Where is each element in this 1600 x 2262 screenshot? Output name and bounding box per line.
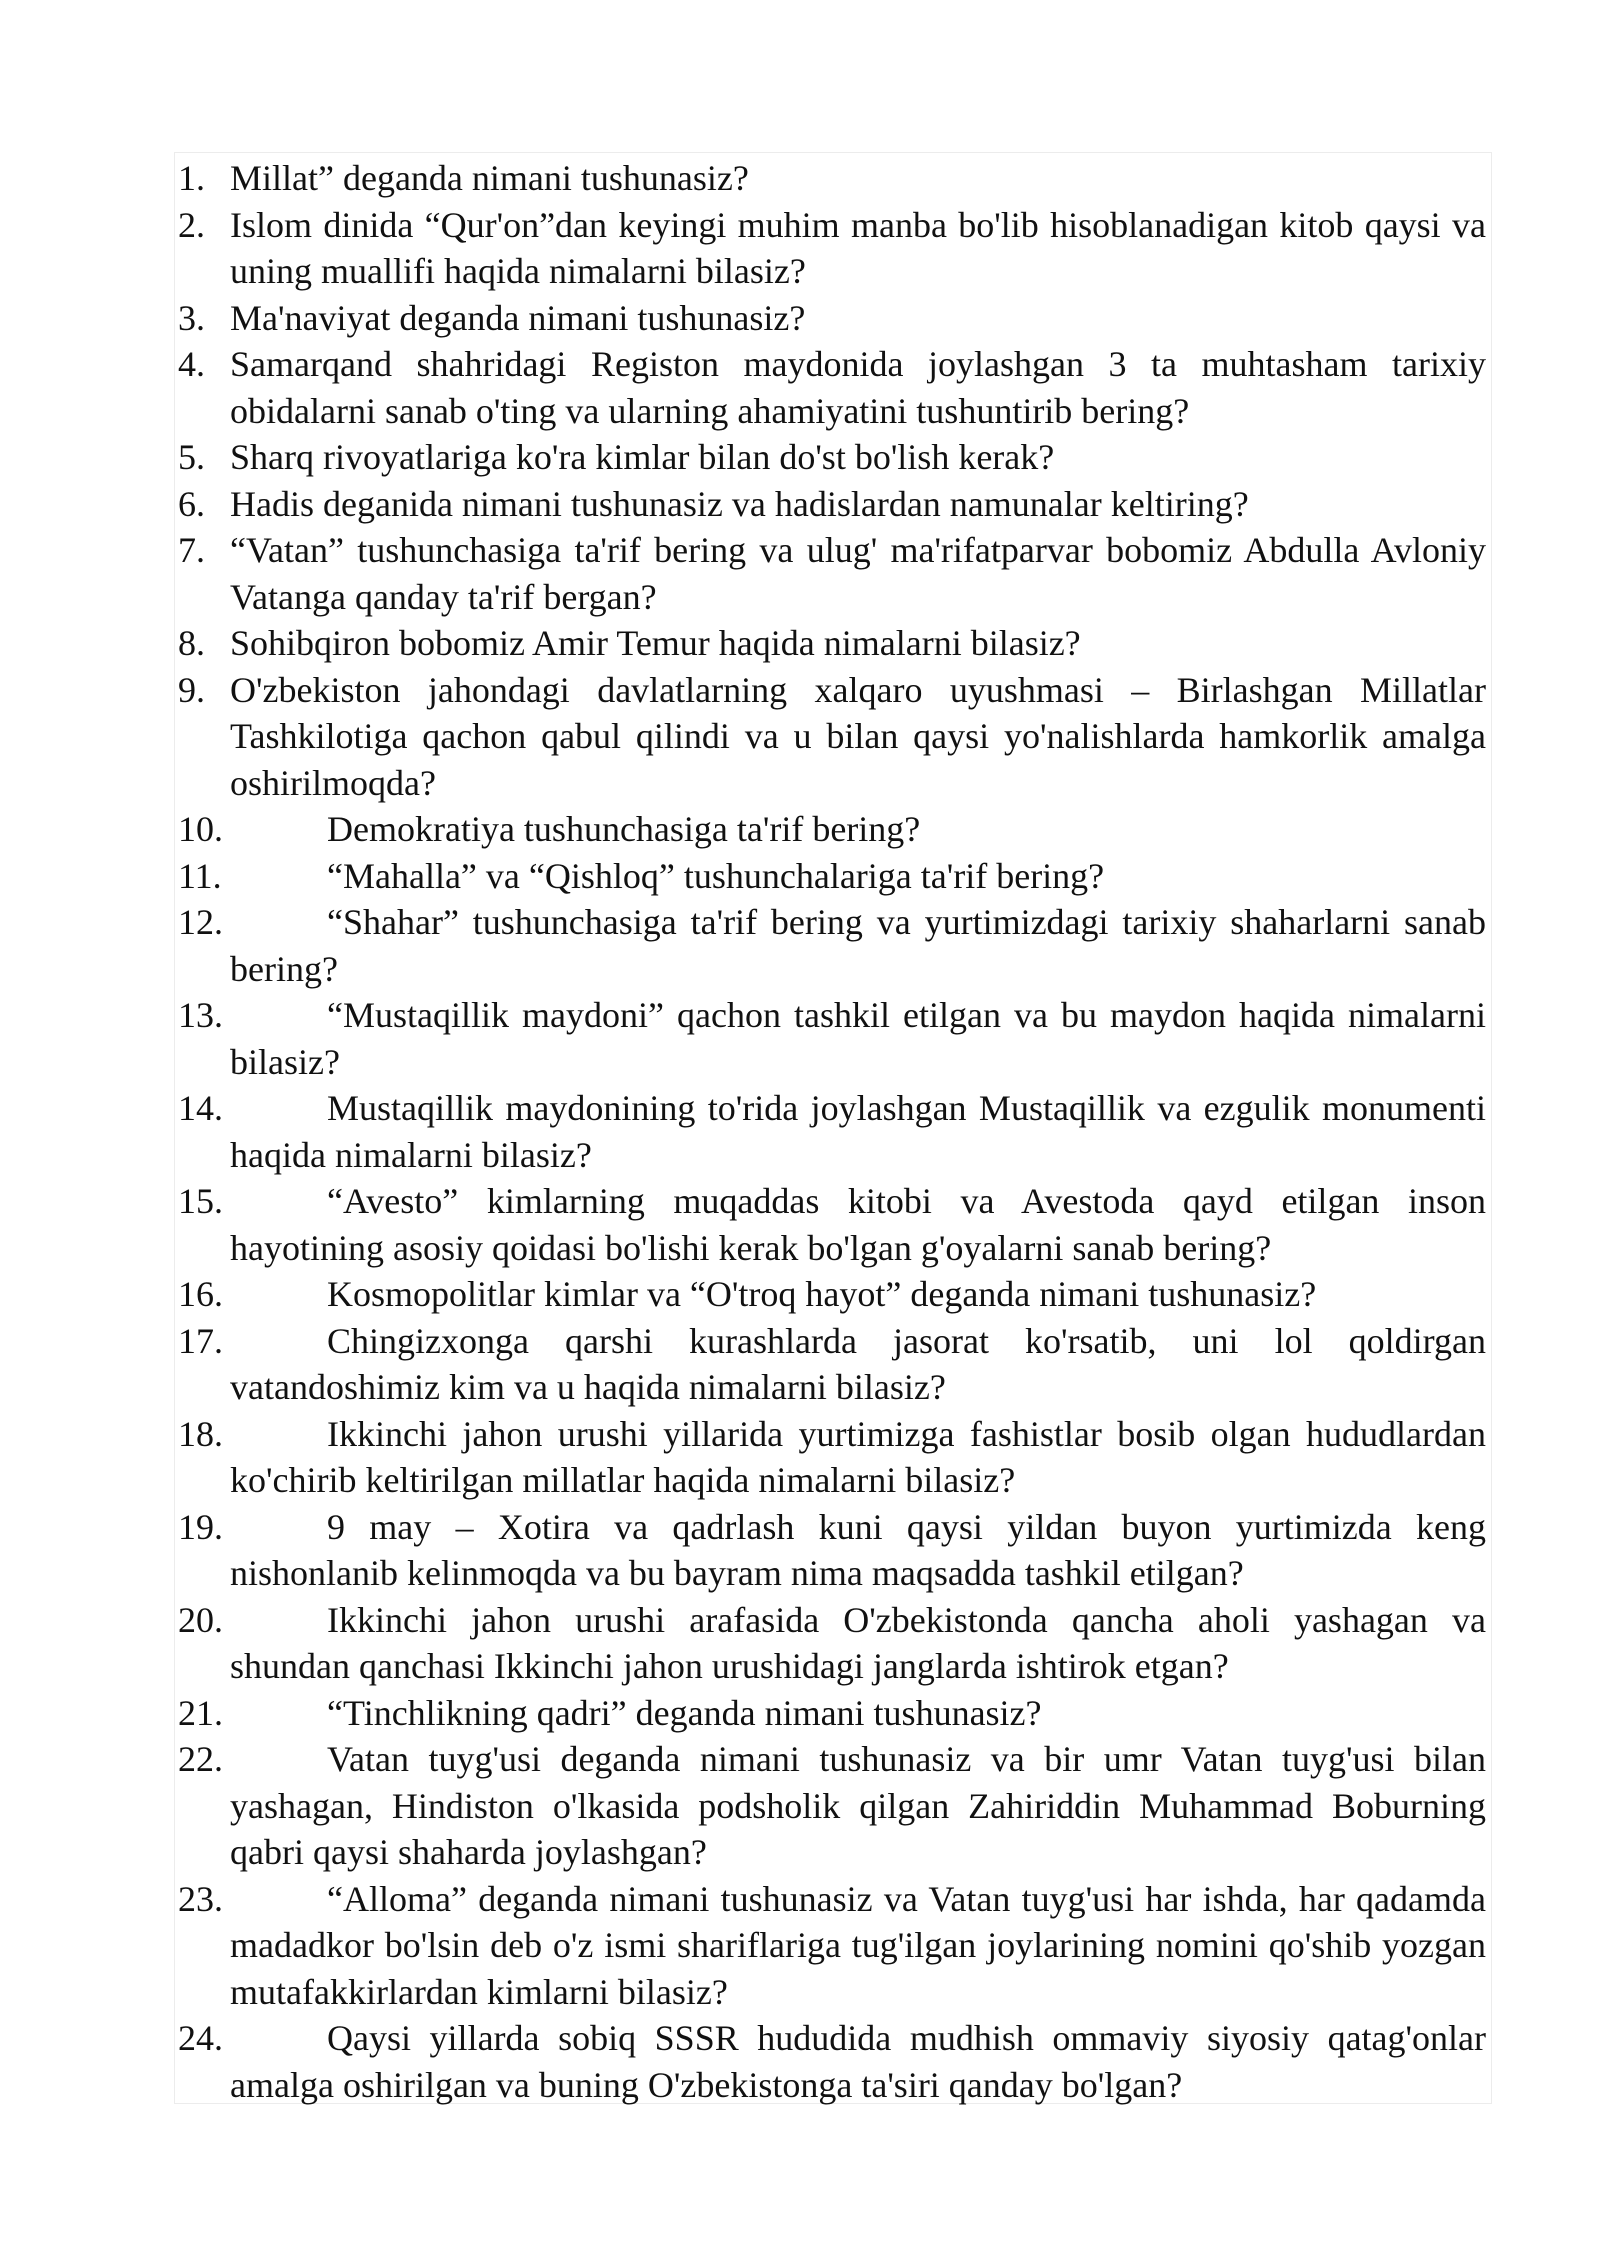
question-item: [178, 1597, 1486, 1690]
question-item: [178, 1318, 1486, 1411]
question-item: [178, 1504, 1486, 1597]
question-number: 4.: [178, 344, 205, 384]
question-text: “Mahalla” va “Qishloq” tushunchalariga ta'rif bering?: [327, 855, 1105, 896]
question-item: [178, 1085, 1486, 1178]
question-item: [178, 1271, 1486, 1318]
question-number: 19.: [178, 1506, 223, 1547]
question-text: Samarqand shahridagi Registon maydonida joylashgan 3 ta muhtasham tarixiy obidalarni sanab o'ting va ularning ahamiyatini tushuntirib bering?: [230, 344, 1486, 431]
question-item: [178, 853, 1486, 900]
question-item: [178, 481, 1486, 528]
question-item: [178, 1178, 1486, 1271]
question-number: 10.: [178, 809, 223, 849]
question-number: 7.: [178, 530, 205, 570]
question-number: 24.: [178, 2018, 223, 2058]
question-item: [178, 341, 1486, 434]
question-number: 13.: [178, 995, 223, 1035]
question-text: O'zbekiston jahondagi davlatlarning xalqaro uyushmasi – Birlashgan Millatlar Tashkilotiga qachon qabul qilindi va u bilan qaysi yo'nalishlarda hamkorlik amalga oshirilmoqda?: [230, 669, 1486, 803]
question-number: 12.: [178, 902, 223, 942]
question-item: [178, 202, 1486, 295]
question-text: Ma'naviyat deganda nimani tushunasiz?: [230, 297, 806, 338]
question-item: [178, 667, 1486, 807]
question-number: 9.: [178, 669, 205, 710]
question-text: “Vatan” tushunchasiga ta'rif bering va ulug' ma'rifatparvar bobomiz Abdulla Avloniy Vatanga qanday ta'rif bergan?: [230, 530, 1486, 617]
question-number: 17.: [178, 1320, 223, 1361]
question-item: [178, 2015, 1486, 2108]
question-item: [178, 527, 1486, 620]
question-text: Mustaqillik maydonining to'rida joylashgan Mustaqillik va ezgulik monumenti haqida nimalarni bilasiz?: [230, 1088, 1486, 1175]
question-number: 14.: [178, 1088, 223, 1128]
question-number: 5.: [178, 437, 205, 477]
question-number: 16.: [178, 1274, 223, 1314]
question-number: 3.: [178, 297, 205, 338]
question-number: 18.: [178, 1413, 223, 1454]
question-text: “Shahar” tushunchasiga ta'rif bering va yurtimizdagi tarixiy shaharlarni sanab bering?: [230, 902, 1486, 989]
question-number: 11.: [178, 855, 222, 896]
question-item: [178, 620, 1486, 667]
question-number: 15.: [178, 1181, 223, 1221]
question-text: Chingizxonga qarshi kurashlarda jasorat ko'rsatib, uni lol qoldirgan vatandoshimiz kim va u haqida nimalarni bilasiz?: [230, 1320, 1486, 1407]
question-text: Vatan tuyg'usi deganda nimani tushunasiz va bir umr Vatan tuyg'usi bilan yashagan, Hindiston o'lkasida podsholik qilgan Zahiriddin Muhammad Boburning qabri qaysi shaharda joylashgan?: [230, 1739, 1486, 1872]
question-item: [178, 1411, 1486, 1504]
question-text: “Avesto” kimlarning muqaddas kitobi va Avestoda qayd etilgan inson hayotining asosiy qoidasi bo'lishi kerak bo'lgan g'oyalarni sanab bering?: [230, 1181, 1486, 1268]
question-item: [178, 295, 1486, 342]
question-number: 21.: [178, 1692, 223, 1733]
question-number: 6.: [178, 483, 205, 524]
question-text: “Mustaqillik maydoni” qachon tashkil etilgan va bu maydon haqida nimalarni bilasiz?: [230, 995, 1486, 1082]
question-text: Ikkinchi jahon urushi arafasida O'zbekistonda qancha aholi yashagan va shundan qanchasi Ikkinchi jahon urushidagi janglarda ishtirok etgan?: [230, 1599, 1486, 1686]
question-text: “Tinchlikning qadri” deganda nimani tushunasiz?: [327, 1692, 1042, 1733]
question-number: 23.: [178, 1878, 223, 1919]
question-list: [178, 155, 1486, 2108]
question-text: Qaysi yillarda sobiq SSSR hududida mudhish ommaviy siyosiy qatag'onlar amalga oshirilgan va buning O'zbekistonga ta'siri qanday bo'lgan?: [230, 2018, 1486, 2105]
question-number: 2.: [178, 204, 205, 245]
question-item: [178, 1690, 1486, 1737]
question-item: [178, 899, 1486, 992]
question-number: 1.: [178, 158, 205, 198]
question-text: Sharq rivoyatlariga ko'ra kimlar bilan do'st bo'lish kerak?: [230, 437, 1055, 477]
question-text: Sohibqiron bobomiz Amir Temur haqida nimalarni bilasiz?: [230, 623, 1081, 663]
question-item: [178, 1876, 1486, 2016]
question-text: 9 may – Xotira va qadrlash kuni qaysi yildan buyon yurtimizda keng nishonlanib kelinmoqda va bu bayram nima maqsadda tashkil etilgan?: [230, 1506, 1486, 1593]
question-text: Millat” deganda nimani tushunasiz?: [230, 158, 749, 198]
question-number: 22.: [178, 1739, 223, 1779]
question-item: [178, 434, 1486, 481]
question-item: [178, 806, 1486, 853]
question-text: Islom dinida “Qur'on”dan keyingi muhim manba bo'lib hisoblanadigan kitob qaysi va uning muallifi haqida nimalarni bilasiz?: [230, 204, 1486, 291]
question-text: Kosmopolitlar kimlar va “O'troq hayot” deganda nimani tushunasiz?: [327, 1274, 1317, 1314]
question-item: [178, 992, 1486, 1085]
question-number: 20.: [178, 1599, 223, 1640]
question-item: [178, 1736, 1486, 1876]
question-number: 8.: [178, 623, 205, 663]
question-text: Hadis deganida nimani tushunasiz va hadislardan namunalar keltiring?: [230, 483, 1249, 524]
question-text: Demokratiya tushunchasiga ta'rif bering?: [327, 809, 921, 849]
question-text: Ikkinchi jahon urushi yillarida yurtimizga fashistlar bosib olgan hududlardan ko'chirib keltirilgan millatlar haqida nimalarni bilasiz?: [230, 1413, 1486, 1500]
question-text: “Alloma” deganda nimani tushunasiz va Vatan tuyg'usi har ishda, har qadamda madadkor bo'lsin deb o'z ismi shariflariga tug'ilgan joylarining nomini qo'shib yozgan mutafakkirlardan kimlarni bilasiz?: [230, 1878, 1486, 2012]
question-item: [178, 155, 1486, 202]
